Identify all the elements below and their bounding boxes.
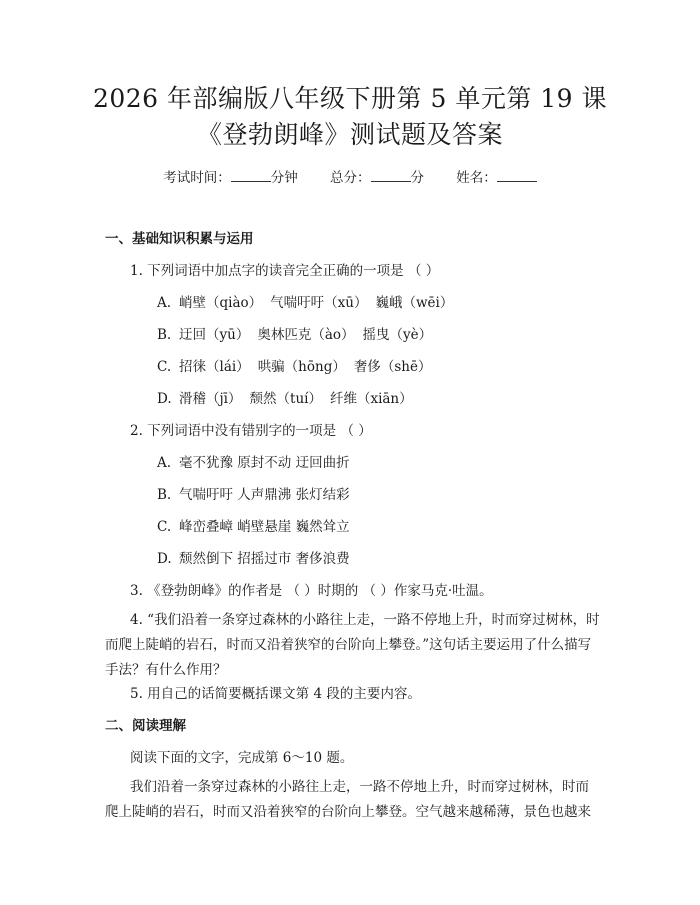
option-letter: B.	[157, 487, 172, 503]
title-line-2: 《登勃朗峰》测试题及答案	[196, 120, 503, 149]
question-5: 5. 用自己的话简要概括课文第 4 段的主要内容。	[130, 686, 421, 702]
option-word: 奥林匹克（ào）	[257, 327, 355, 343]
section-1-heading: 一、基础知识积累与运用	[105, 231, 254, 247]
option-letter: A.	[157, 295, 172, 311]
option-word: 纤维（xiān）	[329, 391, 413, 407]
q2-option-c	[157, 517, 350, 537]
option-word: 摇曳（yè）	[362, 327, 433, 343]
option-text: 毫不犹豫 原封不动 迂回曲折	[179, 455, 350, 471]
question-2: 2. 下列词语中没有错别字的一项是 （ ）	[130, 423, 372, 439]
name-blank[interactable]	[497, 169, 537, 182]
q1-option-c	[157, 357, 439, 377]
score-unit: 分	[410, 170, 424, 186]
question-1: 1. 下列词语中加点字的读音完全正确的一项是 （ ）	[130, 263, 440, 279]
option-letter: D.	[157, 551, 172, 567]
option-word: 颓然（tuí）	[249, 391, 322, 407]
question-4: 4. “我们沿着一条穿过森林的小路往上走，一路不停地上升，时而穿过树林，时而爬上陡峭的岩石，时而又沿着狭窄的台阶向上攀登。”这句话主要运用了什么描写手法？有什么作用？	[105, 612, 600, 678]
reading-passage: 我们沿着一条穿过森林的小路往上走，一路不停地上升，时而穿过树林，时而爬上陡峭的岩石，时而又沿着狭窄的台阶向上攀登。空气越来越稀薄，景色也越来	[105, 779, 591, 820]
exam-time-unit: 分钟	[270, 170, 298, 186]
score-field	[330, 168, 424, 188]
option-word: 哄骗（hōng）	[257, 359, 346, 375]
option-letter: C.	[157, 359, 172, 375]
exam-meta	[0, 168, 700, 188]
option-word: 巍峨（wēi）	[375, 295, 454, 311]
option-word: 滑稽（jī）	[179, 391, 242, 407]
exam-time-blank[interactable]	[231, 169, 271, 182]
question-3: 3. 《登勃朗峰》的作者是 （ ）时期的 （ ）作家马克·吐温。	[130, 583, 493, 599]
reading-intro: 阅读下面的文字，完成第 6～10 题。	[130, 750, 354, 766]
q2-option-b	[157, 485, 350, 505]
name-label: 姓名：	[456, 170, 497, 186]
exam-time-field	[163, 168, 298, 188]
option-text: 气喘吁吁 人声鼎沸 张灯结彩	[179, 487, 350, 503]
q1-option-d	[157, 389, 421, 409]
q2-option-a	[157, 453, 350, 473]
option-letter: B.	[157, 327, 172, 343]
option-word: 峭壁（qiào）	[179, 295, 263, 311]
q1-option-a	[157, 293, 461, 313]
option-text: 峰峦叠嶂 峭壁悬崖 巍然耸立	[179, 519, 350, 535]
option-letter: C.	[157, 519, 172, 535]
option-word: 奢侈（shē）	[353, 359, 432, 375]
option-letter: D.	[157, 391, 172, 407]
exam-time-label: 考试时间：	[163, 170, 231, 186]
section-2-heading: 二、阅读理解	[105, 718, 186, 734]
q2-option-d	[157, 549, 350, 569]
score-label: 总分：	[330, 170, 371, 186]
option-word: 气喘吁吁（xū）	[270, 295, 368, 311]
q1-option-b	[157, 325, 440, 345]
option-text: 颓然倒下 招摇过市 奢侈浪费	[179, 551, 350, 567]
option-letter: A.	[157, 455, 172, 471]
title-line-1: 2026 年部编版八年级下册第 5 单元第 19 课	[92, 84, 608, 113]
name-field	[456, 168, 537, 188]
option-word: 招徕（lái）	[179, 359, 250, 375]
score-blank[interactable]	[371, 169, 411, 182]
option-word: 迂回（yū）	[179, 327, 250, 343]
